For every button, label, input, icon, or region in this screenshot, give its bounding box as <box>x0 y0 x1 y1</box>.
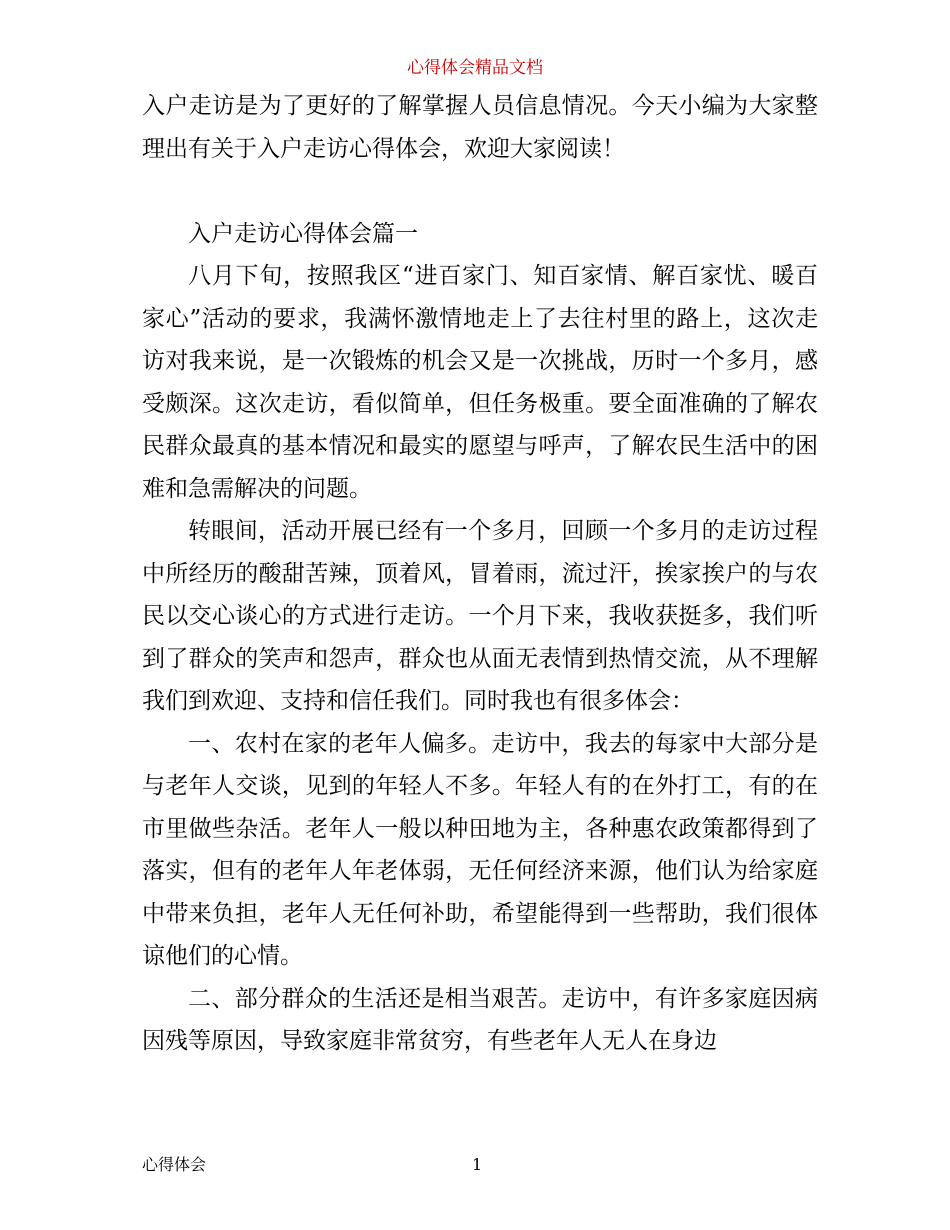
body-paragraph-3: 一、农村在家的老年人偏多。走访中，我去的每家中大部分是与老年人交谈，见到的年轻人不多。年轻人有的在外打工，有的在市里做些杂活。老年人一般以种田地为主，各种惠农政策都得到了落实，但有的老年人年老体弱，无任何经济来源，他们认为给家庭中带来负担，老年人无任何补助，希望能得到一些帮助，我们很体谅他们的心情。 <box>142 730 818 969</box>
document-body <box>142 85 818 1063</box>
intro-paragraph: 入户走访是为了更好的了解掌握人员信息情况。今天小编为大家整理出有关于入户走访心得体会，欢迎大家阅读！ <box>142 93 818 162</box>
body-paragraph-2: 转眼间，活动开展已经有一个多月，回顾一个多月的走访过程中所经历的酸甜苦辣，顶着风，冒着雨，流过汗，挨家挨户的与农民以交心谈心的方式进行走访。一个月下来，我收获挺多，我们听到了群众的笑声和怨声，群众也从面无表情到热情交流，从不理解我们到欢迎、支持和信任我们。同时我也有很多体会： <box>142 518 818 714</box>
document-title: 心得体会精品文档 <box>407 58 543 78</box>
body-paragraph-4: 二、部分群众的生活还是相当艰苦。走访中，有许多家庭因病因残等原因，导致家庭非常贫穷，有些老年人无人在身边 <box>142 985 818 1054</box>
footer-label: 心得体会 <box>142 1155 207 1174</box>
page-number: 1 <box>472 1155 483 1174</box>
section-title: 入户走访心得体会篇一 <box>188 220 418 247</box>
body-paragraph-1: 八月下旬，按照我区“进百家门、知百家情、解百家忧、暖百家心”活动的要求，我满怀激情地走上了去往村里的路上，这次走访对我来说，是一次锻炼的机会又是一次挑战，历时一个多月，感受颇深。这次走访，看似简单，但任务极重。要全面准确的了解农民群众最真的基本情况和最实的愿望与呼声，了解农民生活中的困难和急需解决的问题。 <box>142 263 818 502</box>
page-header <box>0 56 950 80</box>
